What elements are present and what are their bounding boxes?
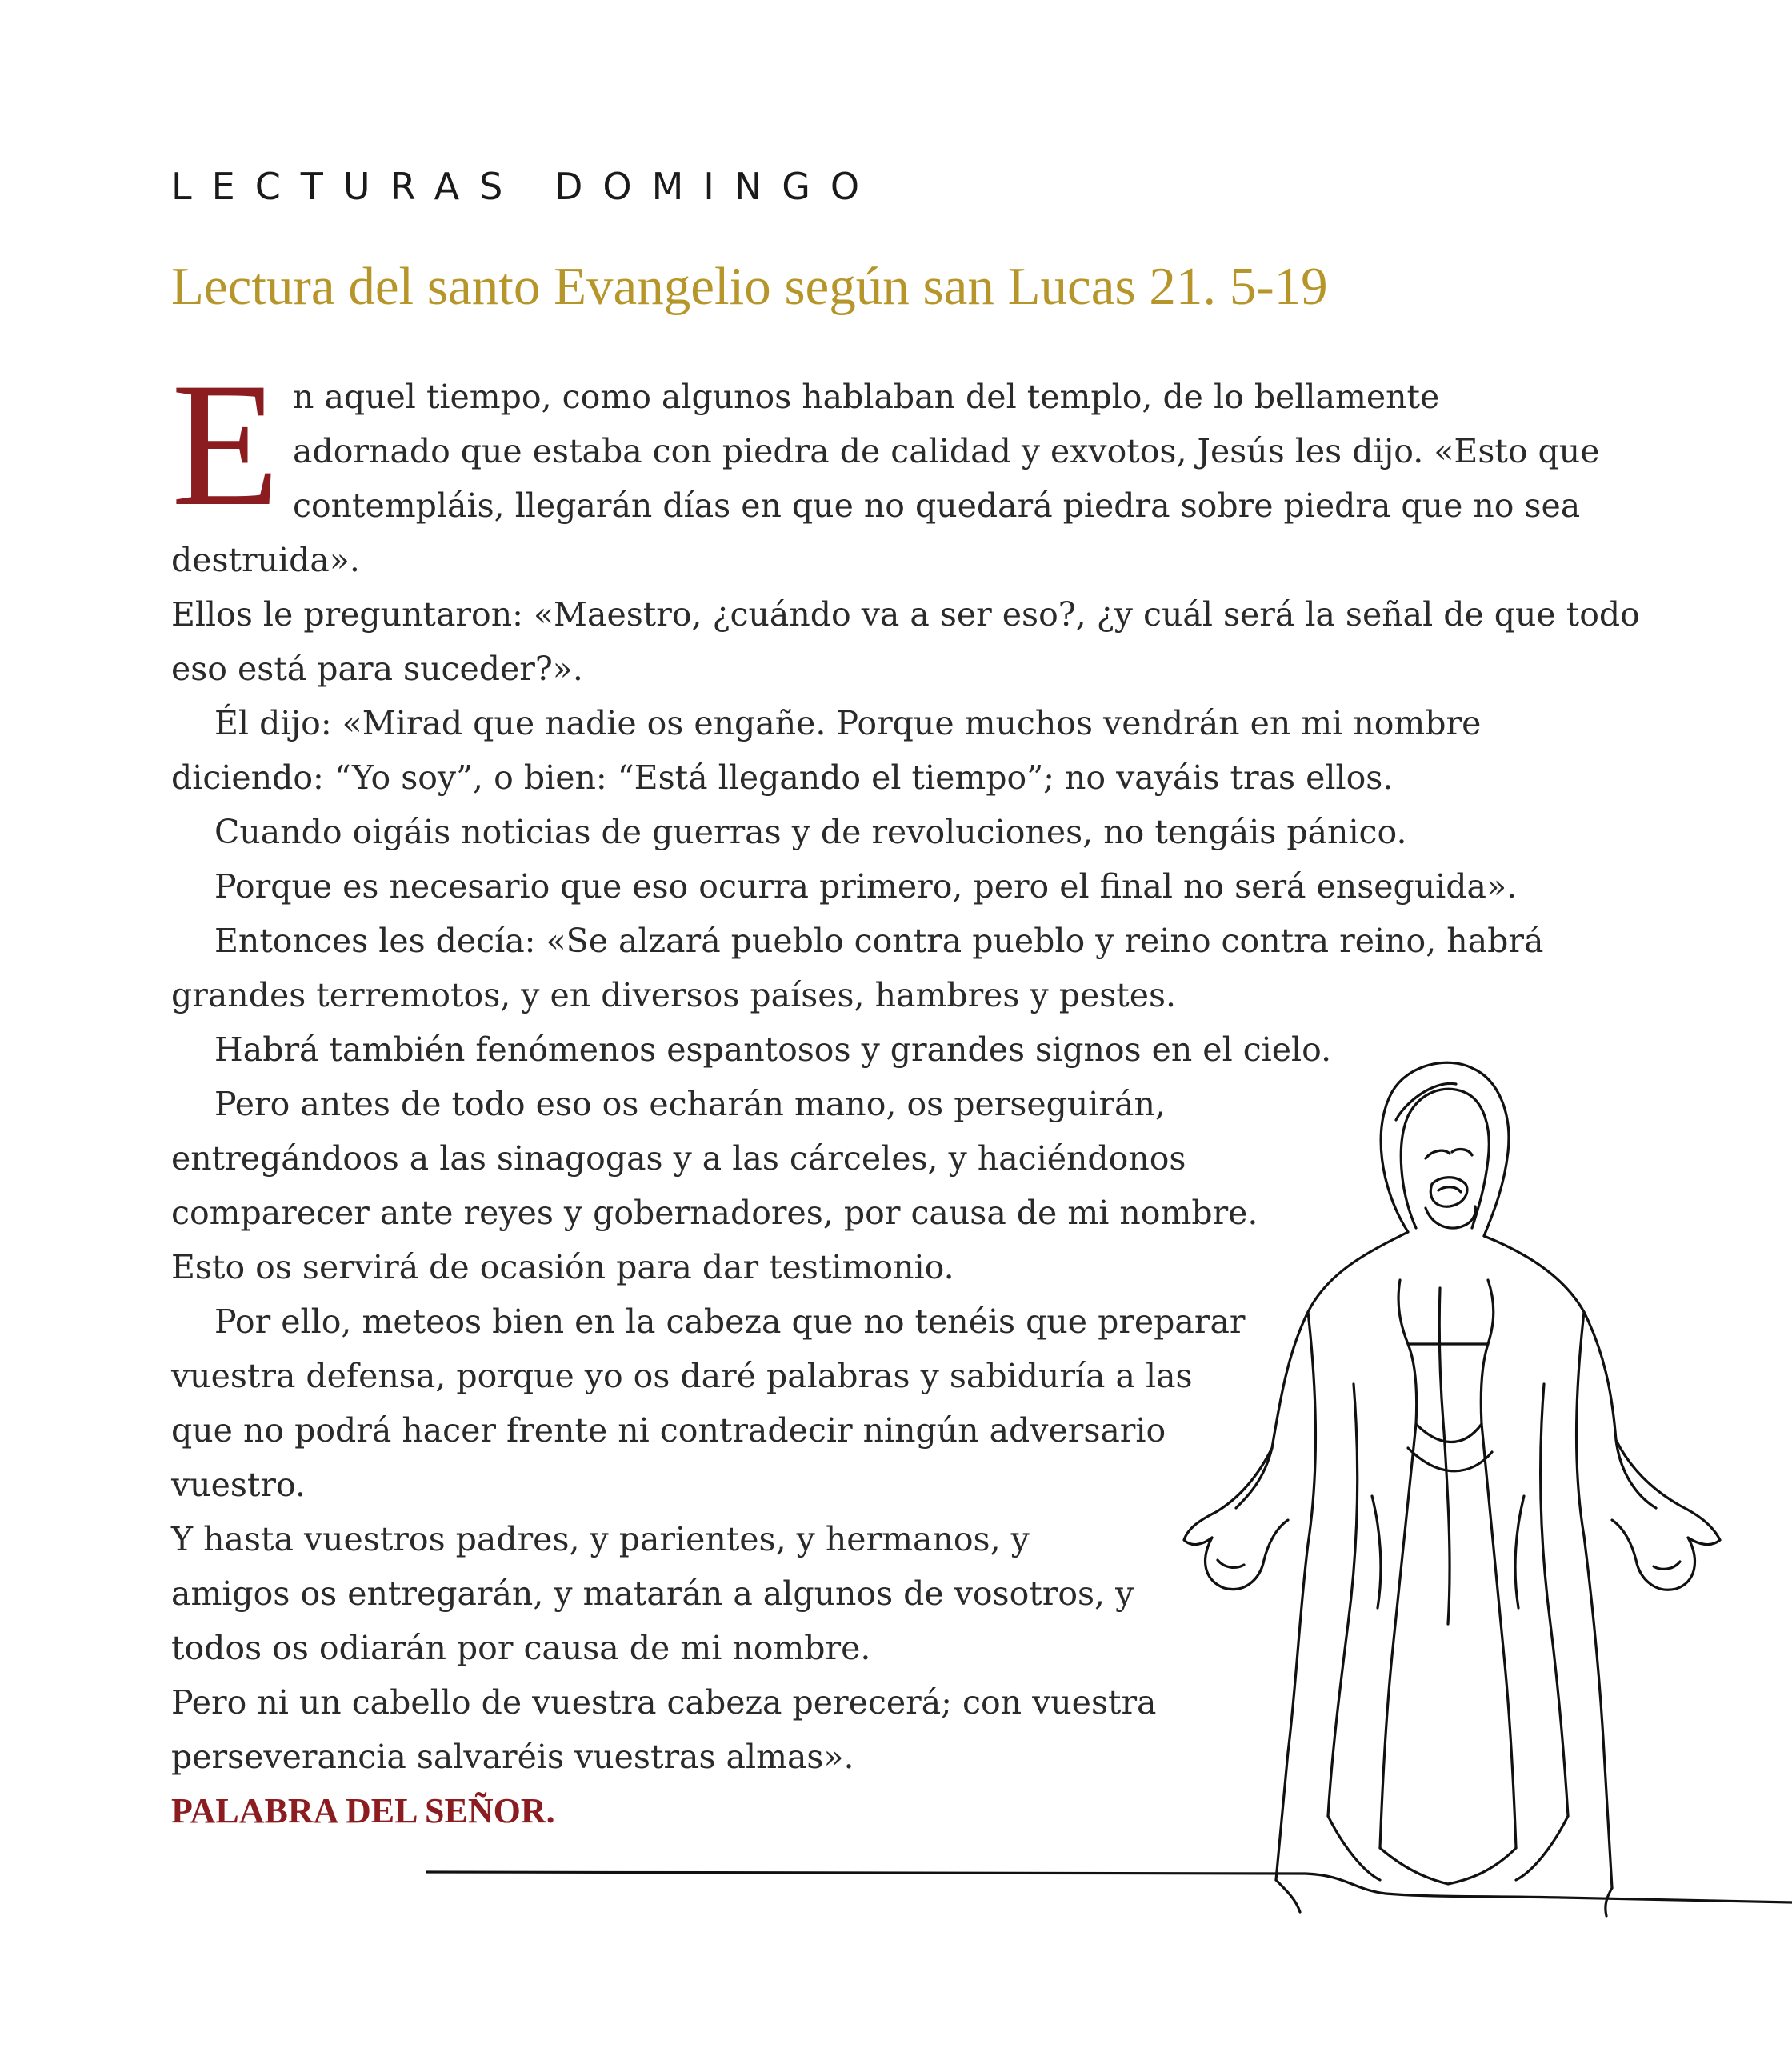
reading-line: Y hasta vuestros padres, y parientes, y hermanos, y (171, 1520, 1030, 1558)
reading-line: grandes terremotos, y en diversos países, hambres y pestes. (171, 976, 1177, 1014)
reading-line: diciendo: “Yo soy”, o bien: “Está llegando el tiempo”; no vayáis tras ellos. (171, 758, 1394, 797)
reading-line: entregándoos a las sinagogas y a las cárceles, y haciéndonos (171, 1139, 1186, 1178)
reading-line: vuestra defensa, porque yo os daré palabras y sabiduría a las (171, 1357, 1193, 1395)
reading-line: Por ello, meteos bien en la cabeza que no tenéis que preparar (214, 1302, 1246, 1341)
closing-phrase: PALABRA DEL SEÑOR. (171, 1791, 555, 1830)
reading-line: Entonces les decía: «Se alzará pueblo contra pueblo y reino contra reino, habrá (214, 922, 1544, 960)
reading-line: Habrá también fenómenos espantosos y grandes signos en el cielo. (214, 1030, 1332, 1069)
reading-line: contempláis, llegarán días en que no quedará piedra sobre piedra que no sea (293, 486, 1581, 525)
reading-line: que no podrá hacer frente ni contradecir ningún adversario (171, 1411, 1166, 1450)
reading-line: eso está para suceder?». (171, 650, 583, 688)
reading-line: Él dijo: «Mirad que nadie os engañe. Porque muchos vendrán en mi nombre (214, 704, 1482, 742)
jesus-line-art-icon (1168, 1048, 1728, 1920)
reading-line: Cuando oigáis noticias de guerras y de revoluciones, no tengáis pánico. (214, 813, 1407, 851)
reading-line: comparecer ante reyes y gobernadores, por causa de mi nombre. (171, 1194, 1258, 1232)
reading-line: todos os odiarán por causa de mi nombre. (171, 1629, 871, 1667)
reading-line: n aquel tiempo, como algunos hablaban del templo, de lo bellamente (293, 378, 1440, 416)
gospel-title: Lectura del santo Evangelio según san Lucas 21. 5-19 (171, 257, 1328, 316)
divider-line (426, 1858, 1792, 1922)
reading-line: amigos os entregarán, y matarán a algunos de vosotros, y (171, 1574, 1134, 1613)
reading-line: Ellos le preguntaron: «Maestro, ¿cuándo va a ser eso?, ¿y cuál será la señal de que todo (171, 595, 1640, 634)
reading-line: Esto os servirá de ocasión para dar testimonio. (171, 1248, 954, 1286)
reading-line: destruida». (171, 541, 360, 579)
reading-line: adornado que estaba con piedra de calidad y exvotos, Jesús les dijo. «Esto que (293, 432, 1600, 470)
section-label: LECTURAS DOMINGO (171, 165, 880, 208)
reading-line: Pero antes de todo eso os echarán mano, os perseguirán, (214, 1085, 1166, 1123)
reading-line: vuestro. (171, 1466, 306, 1504)
reading-line: perseverancia salvaréis vuestras almas». (171, 1738, 854, 1776)
reading-line: Porque es necesario que eso ocurra primero, pero el final no será enseguida». (214, 867, 1518, 906)
reading-line: Pero ni un cabello de vuestra cabeza perecerá; con vuestra (171, 1683, 1157, 1722)
drop-cap: E (171, 346, 280, 543)
